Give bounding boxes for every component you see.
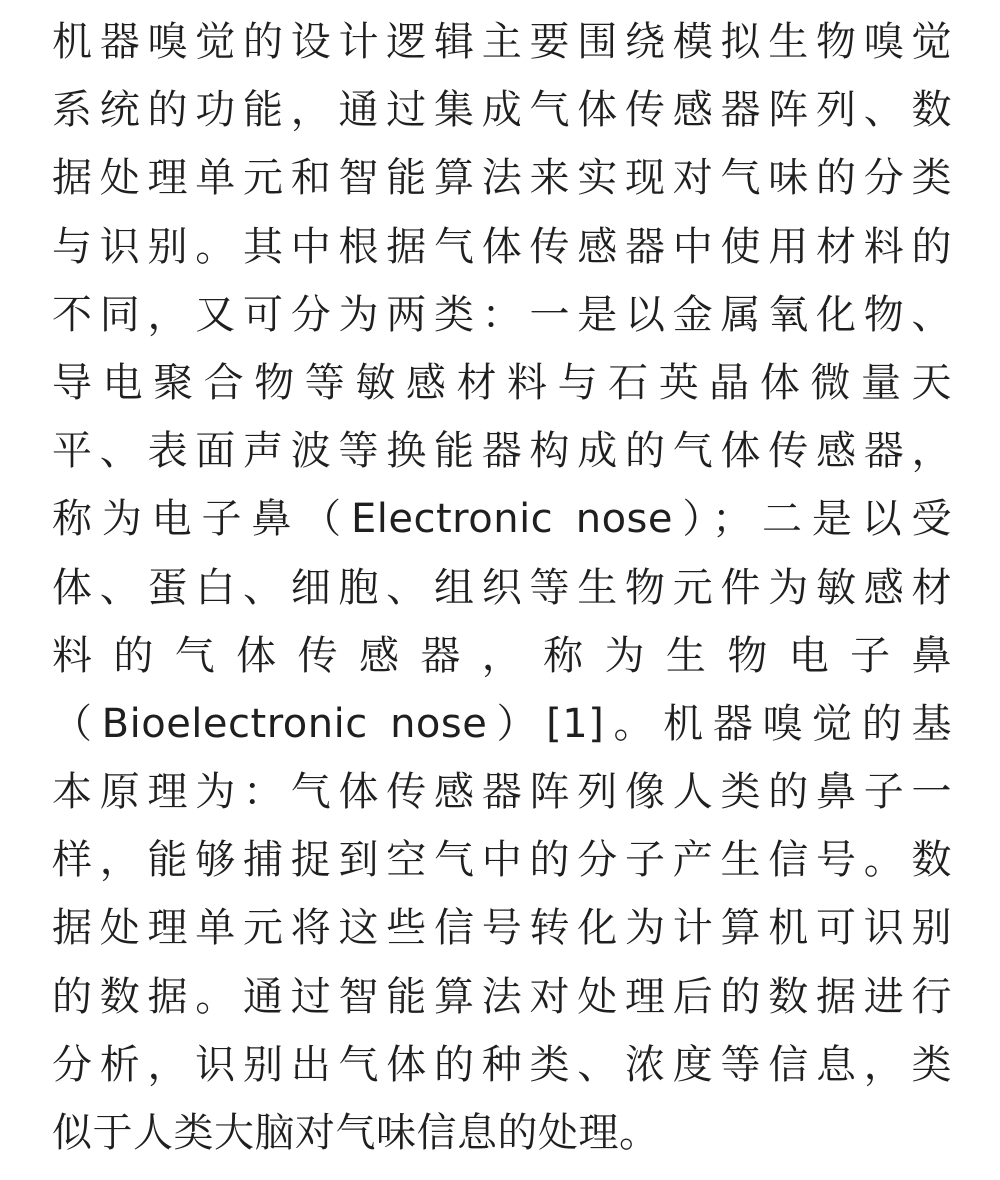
- text-line-last: 似于人类大脑对气味信息的处理。: [52, 1110, 660, 1156]
- text-line: 平、表面声波等换能器构成的气体传感器，: [52, 428, 952, 475]
- text-line: 据处理单元和智能算法来实现对气味的分类: [52, 155, 952, 202]
- text-line: 体、蛋白、细胞、组织等生物元件为敏感材: [52, 564, 952, 611]
- text-line: 据处理单元将这些信号转化为计算机可识别: [52, 905, 952, 952]
- body-paragraph: [52, 8, 952, 1167]
- text-line: 机器嗅觉的设计逻辑主要围绕模拟生物嗅觉: [52, 19, 952, 65]
- text-line: 称为电子鼻（Electronic nose）；二是以受: [52, 496, 952, 543]
- text-line: 不同，又可分为两类：一是以金属氧化物、: [52, 291, 952, 338]
- text-line: 导电聚合物等敏感材料与石英晶体微量天: [52, 359, 952, 406]
- text-line: 的数据。通过智能算法对处理后的数据进行: [52, 973, 952, 1020]
- text-line: （Bioelectronic nose）[1]。机器嗅觉的基: [52, 700, 952, 747]
- text-line: 料 的 气 体 传 感 器 ， 称 为 生 物 电 子 鼻: [52, 632, 952, 679]
- text-line: 本原理为：气体传感器阵列像人类的鼻子一: [52, 769, 952, 816]
- text-line: 样，能够捕捉到空气中的分子产生信号。数: [52, 837, 952, 884]
- text-line: 分析，识别出气体的种类、浓度等信息，类: [52, 1041, 952, 1088]
- text-line: 与识别。其中根据气体传感器中使用材料的: [52, 223, 952, 270]
- text-line: 系统的功能，通过集成气体传感器阵列、数: [52, 87, 952, 134]
